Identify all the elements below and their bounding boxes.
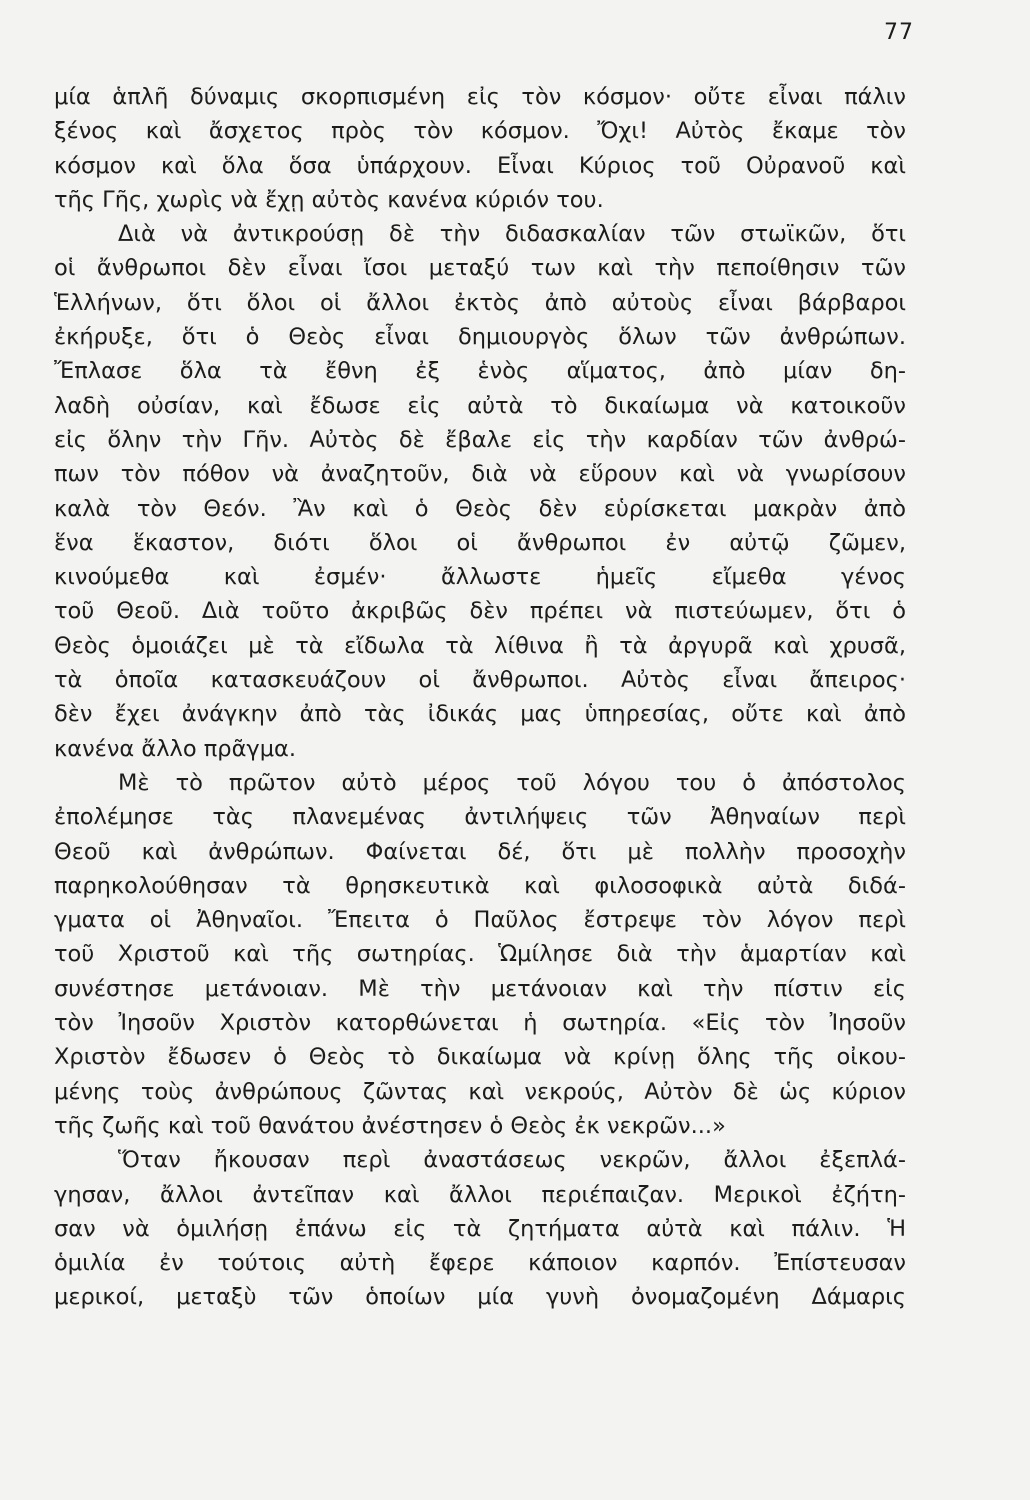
text-line: τοῦ Χριστοῦ καὶ τῆς σωτηρίας. Ὡμίλησε διὰ τὴν ἁμαρτίαν καὶ [54,941,906,968]
text-line: Χριστὸν ἔδωσεν ὁ Θεὸς τὸ δικαίωμα νὰ κρίνῃ ὅλης τῆς οἰκου- [54,1044,906,1071]
text-line: μία ἁπλῆ δύναμις σκορπισμένη εἰς τὸν κόσμον· οὔτε εἶναι πάλιν [54,84,906,110]
text-line: γματα οἱ Ἀθηναῖοι. Ἔπειτα ὁ Παῦλος ἔστρεψε τὸν λόγον περὶ [54,907,906,934]
text-line: εἰς ὅλην τὴν Γῆν. Αὐτὸς δὲ ἔβαλε εἰς τὴν καρδίαν τῶν ἀνθρώ- [54,426,906,453]
text-line: τῆς Γῆς, χωρὶς νὰ ἔχῃ αὐτὸς κανένα κύριόν του. [54,186,604,213]
text-line: Θεὸς ὁμοιάζει μὲ τὰ εἴδωλα τὰ λίθινα ἢ τὰ ἀργυρᾶ καὶ χρυσᾶ, [54,632,906,659]
text-line: κινούμεθα καὶ ἐσμέν· ἄλλωστε ἡμεῖς εἴμεθα γένος [54,564,906,591]
text-line: τοῦ Θεοῦ. Διὰ τοῦτο ἀκριβῶς δὲν πρέπει νὰ πιστεύωμεν, ὅτι ὁ [54,598,906,625]
text-line: κανένα ἄλλο πρᾶγμα. [54,735,297,762]
text-line: πων τὸν πόθον νὰ ἀναζητοῦν, διὰ νὰ εὕρουν καὶ νὰ γνωρίσουν [54,461,906,488]
body-text [54,80,906,1315]
page-number: 77 [884,20,914,45]
text-line: ὁμιλία ἐν τούτοις αὐτὴ ἔφερε κάποιον καρπόν. Ἐπίστευσαν [54,1250,906,1277]
text-line: ξένος καὶ ἄσχετος πρὸς τὸν κόσμον. Ὄχι! Αὐτὸς ἔκαμε τὸν [54,118,906,145]
text-line: ἕνα ἕκαστον, διότι ὅλοι οἱ ἄνθρωποι ἐν αὐτῷ ζῶμεν, [54,529,906,556]
text-line: κόσμον καὶ ὅλα ὅσα ὑπάρχουν. Εἶναι Κύριος τοῦ Οὐρανοῦ καὶ [54,152,906,179]
text-line: συνέστησε μετάνοιαν. Μὲ τὴν μετάνοιαν καὶ τὴν πίστιν εἰς [54,975,906,1002]
text-line: λαδὴ οὐσίαν, καὶ ἔδωσε εἰς αὐτὰ τὸ δικαίωμα νὰ κατοικοῦν [54,392,906,419]
text-line: ἐκήρυξε, ὅτι ὁ Θεὸς εἶναι δημιουργὸς ὅλων τῶν ἀνθρώπων. [54,324,906,351]
text-line: οἱ ἄνθρωποι δὲν εἶναι ἴσοι μεταξύ των καὶ τὴν πεποίθησιν τῶν [54,255,906,282]
text-line: Ὅταν ἤκουσαν περὶ ἀναστάσεως νεκρῶν, ἄλλοι ἐξεπλά- [118,1147,906,1174]
text-line: τῆς ζωῆς καὶ τοῦ θανάτου ἀνέστησεν ὁ Θεὸς ἐκ νεκρῶν...» [54,1112,726,1139]
text-line: δὲν ἔχει ἀνάγκην ἀπὸ τὰς ἰδικάς μας ὑπηρεσίας, οὔτε καὶ ἀπὸ [54,701,906,728]
text-line: γησαν, ἄλλοι ἀντεῖπαν καὶ ἄλλοι περιέπαιζαν. Μερικοὶ ἐζήτη- [54,1181,906,1208]
text-line: Ἑλλήνων, ὅτι ὅλοι οἱ ἄλλοι ἐκτὸς ἀπὸ αὐτοὺς εἶναι βάρβαροι [54,289,906,316]
text-line: μερικοί, μεταξὺ τῶν ὁποίων μία γυνὴ ὀνομαζομένη Δάμαρις [54,1284,906,1311]
text-line: Διὰ νὰ ἀντικρούσῃ δὲ τὴν διδασκαλίαν τῶν στωϊκῶν, ὅτι [118,221,906,248]
text-line: καλὰ τὸν Θεόν. Ἂν καὶ ὁ Θεὸς δὲν εὑρίσκεται μακρὰν ἀπὸ [54,495,906,522]
text-line: σαν νὰ ὁμιλήσῃ ἐπάνω εἰς τὰ ζητήματα αὐτὰ καὶ πάλιν. Ἡ [54,1215,906,1242]
text-line: ἐπολέμησε τὰς πλανεμένας ἀντιλήψεις τῶν Ἀθηναίων περὶ [54,804,906,831]
text-line: Ἔπλασε ὅλα τὰ ἔθνη ἐξ ἑνὸς αἵματος, ἀπὸ μίαν δη- [54,358,906,385]
text-line: παρηκολούθησαν τὰ θρησκευτικὰ καὶ φιλοσοφικὰ αὐτὰ διδά- [54,872,906,899]
text-line: Θεοῦ καὶ ἀνθρώπων. Φαίνεται δέ, ὅτι μὲ πολλὴν προσοχὴν [54,838,906,865]
text-line: τὸν Ἰησοῦν Χριστὸν κατορθώνεται ἡ σωτηρία. «Εἰς τὸν Ἰησοῦν [54,1010,906,1037]
text-line: μένης τοὺς ἀνθρώπους ζῶντας καὶ νεκρούς, Αὐτὸν δὲ ὡς κύριον [54,1078,906,1105]
text-line: Μὲ τὸ πρῶτον αὐτὸ μέρος τοῦ λόγου του ὁ ἀπόστολος [118,769,906,796]
text-line: τὰ ὁποῖα κατασκευάζουν οἱ ἄνθρωποι. Αὐτὸς εἶναι ἄπειρος· [54,667,906,694]
